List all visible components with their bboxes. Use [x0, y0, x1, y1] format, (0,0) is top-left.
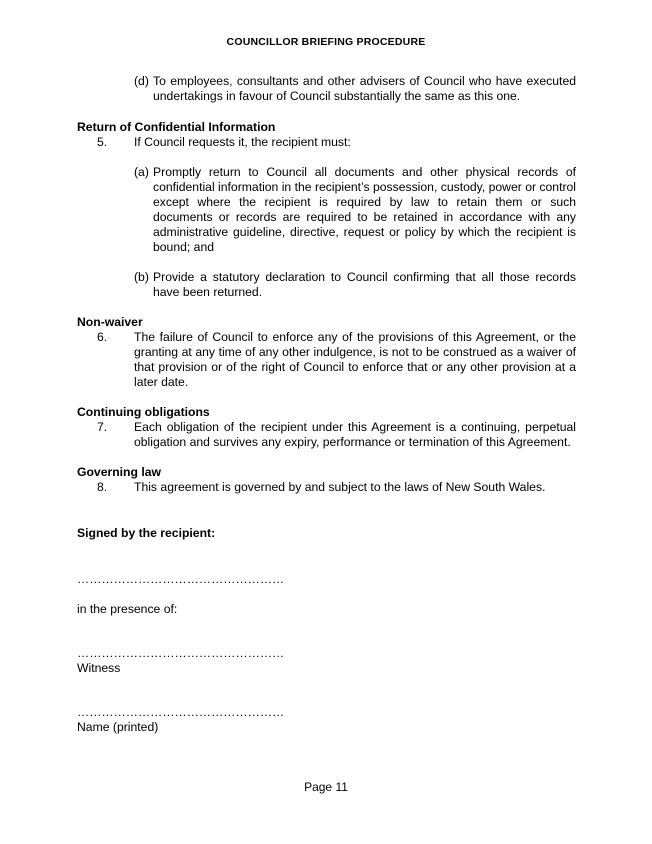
signature-line: …………………………………………… [77, 572, 285, 586]
witness-signature-line: …………………………………………… [77, 646, 285, 660]
section-heading-continuing: Continuing obligations [77, 405, 210, 419]
witness-label: Witness [77, 661, 121, 675]
list-item-d [134, 74, 576, 104]
name-line: …………………………………………… [77, 705, 285, 719]
item-label: (b) [134, 270, 149, 284]
name-printed-label: Name (printed) [77, 720, 159, 734]
presence-label: in the presence of: [77, 602, 178, 616]
item-text: Provide a statutory declaration to Council confirming that all those records have been returned. [153, 270, 576, 299]
clause-5 [77, 135, 576, 150]
list-item-b [134, 270, 576, 300]
list-item-a [134, 165, 576, 255]
item-label: (d) [134, 74, 149, 88]
section-heading-nonwaiver: Non-waiver [77, 315, 143, 329]
clause-7 [77, 420, 576, 450]
clause-number: 5. [97, 135, 108, 149]
item-text: Promptly return to Council all documents and other physical records of confidential information in the recipient’s possession, custody, power or control except where the recipient is required by law to retain them or such documents or records are required to be retained in accordance with any administrative guideline, directive, request or policy by which the recipient is bound; and [153, 165, 576, 254]
clause-8 [77, 480, 576, 495]
document-header: COUNCILLOR BRIEFING PROCEDURE [226, 36, 426, 48]
section-heading-return: Return of Confidential Information [77, 120, 276, 134]
item-label: (a) [134, 165, 149, 179]
item-text: To employees, consultants and other advisers of Council who have executed undertakings in favour of Council substantially the same as this one. [153, 74, 576, 103]
page-number: Page 11 [304, 780, 348, 794]
clause-number: 8. [97, 480, 108, 494]
signature-heading: Signed by the recipient: [77, 526, 216, 540]
document-body [77, 74, 576, 735]
clause-text: If Council requests it, the recipient must: [134, 135, 351, 149]
clause-number: 6. [97, 330, 108, 344]
clause-6 [77, 330, 576, 390]
clause-text: This agreement is governed by and subject to the laws of New South Wales. [134, 480, 546, 494]
clause-number: 7. [97, 420, 108, 434]
clause-text: The failure of Council to enforce any of the provisions of this Agreement, or the granting at any time of any other indulgence, is not to be construed as a waiver of that provision or of the right of Council to enforce that or any other provision at a later date. [134, 330, 576, 389]
clause-text: Each obligation of the recipient under this Agreement is a continuing, perpetual obligation and survives any expiry, performance or termination of this Agreement. [134, 420, 576, 449]
section-heading-governing: Governing law [77, 465, 161, 479]
